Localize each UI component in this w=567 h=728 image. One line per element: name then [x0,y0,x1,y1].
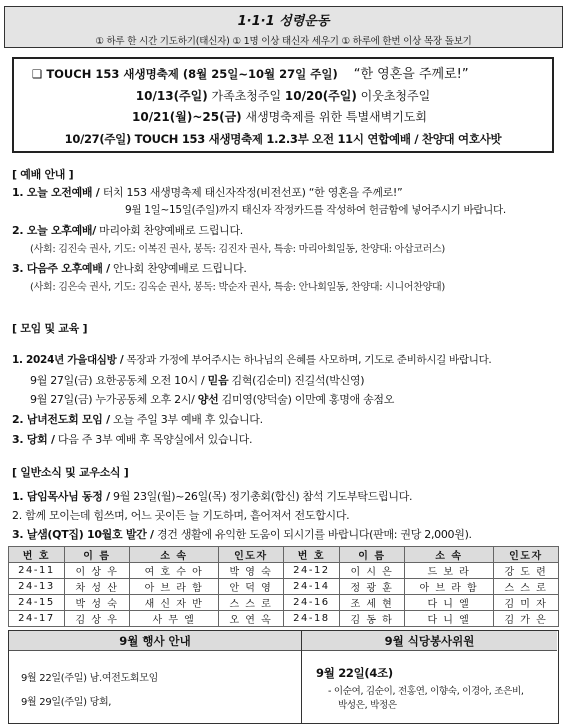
table-cell: 오 연 옥 [218,611,283,627]
table-cell: 정 광 훈 [339,579,404,595]
column-header: 이 름 [64,547,129,563]
table-cell: 다 니 엘 [405,595,494,611]
events-heading: 9월 행사 안내 [9,631,301,651]
worship-item-2: 2. 오늘 오후예배/ 마리아회 찬양예배로 드립니다. [12,224,243,237]
table-row [9,563,559,579]
table-cell: 이 시 은 [339,563,404,579]
table-cell: 안 덕 영 [218,579,283,595]
header-subtitle: ① 하루 한 시간 기도하기(태신자) ① 1명 이상 태신자 세우기 ① 하루에 한번 이상 목장 돌보기 [95,36,472,47]
table-cell: 강 도 련 [493,563,558,579]
meeting-item-1: 1. 2024년 가을대심방 / 목장과 가정에 부어주시는 하나님의 은혜를 사모하며, 기도로 준비하시길 바랍니다. [12,354,492,366]
touch-line-3: 10/21(월)~25(금) 새생명축제를 위한 특별새벽기도회 [132,110,427,124]
column-header: 인도자 [218,547,283,563]
news-item-3: 3. 날샘(QT집) 10월호 발간 / 경건 생활에 유익한 도움이 되시기를 바랍니다(판매: 권당 2,000원). [12,528,472,541]
news-item-1: 1. 담임목사님 동정 / 9월 23일(월)~26일(목) 정기총회(합신) 참석 기도부탁드립니다. [12,490,413,503]
table-cell: 차 성 산 [64,579,129,595]
table-cell: 24-12 [283,563,339,579]
table-cell: 스 스 로 [218,595,283,611]
table-cell: 다 니 엘 [405,611,494,627]
table-cell: 24-18 [283,611,339,627]
table-cell: 24-13 [9,579,65,595]
newcomer-table [8,546,559,627]
meal-names-1: - 이순여, 김순이, 전홍연, 이향숙, 이경아, 조은비, [328,686,524,697]
table-cell: 김 미 자 [493,595,558,611]
table-cell: 24-14 [283,579,339,595]
news-heading: [ 일반소식 및 교우소식 ] [12,466,129,479]
worship-heading: [ 예배 안내 ] [12,168,74,181]
table-cell: 김 상 우 [64,611,129,627]
events-box [9,631,302,723]
column-header: 번 호 [283,547,339,563]
table-cell: 김 동 하 [339,611,404,627]
table-cell: 스 스 로 [493,579,558,595]
touch-line-1: ❑ TOUCH 153 새생명축제 (8월 25일~10월 27일 주일) “한 영혼을 주께로!” [32,67,469,82]
events-line-2: 9월 29일(주일) 당회, [21,697,112,708]
header-title: 1·1·1 성령운동 [237,14,330,29]
table-cell: 이 상 우 [64,563,129,579]
worship-item-3: 3. 다음주 오후예배 / 안나회 찬양예배로 드립니다. [12,262,247,275]
events-line-1: 9월 22일(주일) 남.여전도회모임 [21,673,158,684]
table-cell: 박 성 숙 [64,595,129,611]
column-header: 번 호 [9,547,65,563]
bottom-info-boxes [8,630,559,724]
worship-item-3-detail: (사회: 김은숙 권사, 기도: 김옥순 권사, 봉독: 박순자 권사, 특송: 안나회일동, 찬양대: 시니어찬양대) [30,282,445,293]
table-row [9,611,559,627]
table-cell: 여 호 수 아 [130,563,219,579]
column-header: 인도자 [493,547,558,563]
meal-heading: 9월 식당봉사위원 [302,631,557,651]
table-cell: 24-15 [9,595,65,611]
table-cell: 박 영 숙 [218,563,283,579]
table-cell: 조 세 현 [339,595,404,611]
meal-box [302,631,557,723]
column-header: 이 름 [339,547,404,563]
table-row [9,579,559,595]
table-cell: 24-17 [9,611,65,627]
touch-line-4: 10/27(주일) TOUCH 153 새생명축제 1.2.3부 오전 11시 연합예배 / 찬양대 여호사밧 [64,132,502,146]
touch-festival-box [12,57,554,153]
touch-quote: “한 영혼을 주께로!” [353,67,469,82]
table-cell: 사 무 엘 [130,611,219,627]
table-cell: 24-11 [9,563,65,579]
table-header-row [9,547,559,563]
meeting-item-3: 3. 당회 / 다음 주 3부 예배 후 목양실에서 있습니다. [12,433,253,446]
worship-item-1: 1. 오늘 오전예배 / 터치 153 새생명축제 태신자작정(비전선포) “한 영혼을 주께로!” [12,186,403,199]
table-cell: 드 보 라 [405,563,494,579]
meal-date: 9월 22일(4조) [316,666,393,680]
table-cell: 새 신 자 반 [130,595,219,611]
news-item-2: 2. 함께 모이는데 힘쓰며, 어느 곳이든 늘 기도하며, 흩어져서 전도합시다. [12,509,350,522]
worship-item-1-cont: 9월 1일~15일(주일)까지 태신자 작정카드를 작성하여 헌금함에 넣어주시기 바랍니다. [125,204,506,216]
header-banner [4,6,563,48]
column-header: 소 속 [405,547,494,563]
meeting-item-2: 2. 남녀전도회 모임 / 오늘 주일 3부 예배 후 있습니다. [12,413,263,426]
touch-line-2: 10/13(주일) 가족초청주일 10/20(주일) 이웃초청주일 [135,89,431,103]
meeting-item-1-line-2: 9월 27일(금) 요한공동체 오전 10시 / 믿음 김혁(김순미) 진길석(박신영) [30,374,365,387]
table-cell: 24-16 [283,595,339,611]
table-cell: 김 가 은 [493,611,558,627]
table-row [9,595,559,611]
meeting-item-1-line-3: 9월 27일(금) 누가공동체 오후 2시/ 양선 김미영(양덕술) 이만예 홍명애 송점오 [30,393,395,406]
meal-names-2: 박성은, 박정은 [338,700,397,711]
table-cell: 아 브 라 함 [405,579,494,595]
worship-item-2-detail: (사회: 김진숙 권사, 기도: 이복진 권사, 봉독: 김진자 권사, 특송: 마리아회일동, 찬양대: 아삽코러스) [30,244,445,255]
meeting-heading: [ 모임 및 교육 ] [12,322,88,335]
column-header: 소 속 [130,547,219,563]
table-cell: 아 브 라 함 [130,579,219,595]
